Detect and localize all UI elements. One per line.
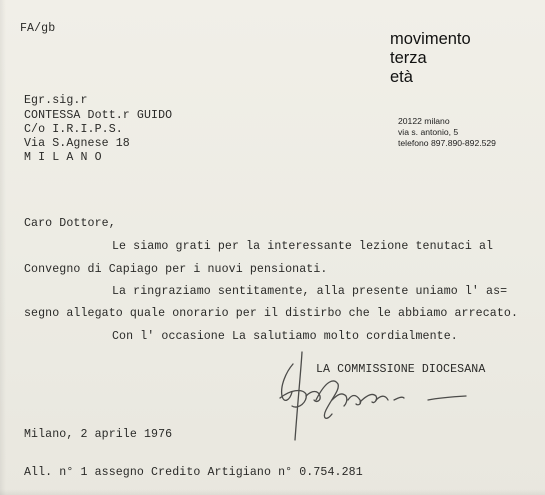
address-line-3: telefono 897.890-892.529 [398,138,496,148]
letterhead-line-1: movimento [390,30,471,48]
letterhead-line-2: terza [390,49,427,67]
letterhead-address [398,116,496,149]
salutation: Caro Dottore, [24,217,116,230]
recipient-line-1: Egr.sig.r [24,94,88,107]
body-line-3: La ringraziamo sentitamente, alla presente uniamo l' as= [112,285,508,298]
address-line-1: 20122 milano [398,116,450,126]
letterhead-line-3: età [390,68,413,86]
body-line-2: Convegno di Capiago per i nuovi pensionati. [24,263,328,276]
paper-bottom-shadow [0,489,545,495]
address-line-2: via s. antonio, 5 [398,127,459,137]
handwritten-signature [268,350,488,445]
attachment-note: All. n° 1 assegno Credito Artigiano n° 0.754.281 [24,466,363,479]
recipient-line-5: M I L A N O [24,151,102,164]
reference-code: FA/gb [20,22,56,35]
recipient-line-2: CONTESSA Dott.r GUIDO [24,109,173,122]
paper-edge-shadow [0,0,6,495]
letterhead-name [390,30,471,87]
place-date: Milano, 2 aprile 1976 [24,428,173,441]
body-line-4: segno allegato quale onorario per il distirbo che le abbiamo arrecato. [24,307,519,320]
recipient-line-3: C/o I.R.I.P.S. [24,123,123,136]
body-line-5: Con l' occasione La salutiamo molto cordialmente. [112,330,458,343]
body-line-1: Le siamo grati per la interessante lezione tenutaci al [112,240,494,253]
signatory: LA COMMISSIONE DIOCESANA [316,363,486,376]
recipient-line-4: Via S.Agnese 18 [24,137,130,150]
